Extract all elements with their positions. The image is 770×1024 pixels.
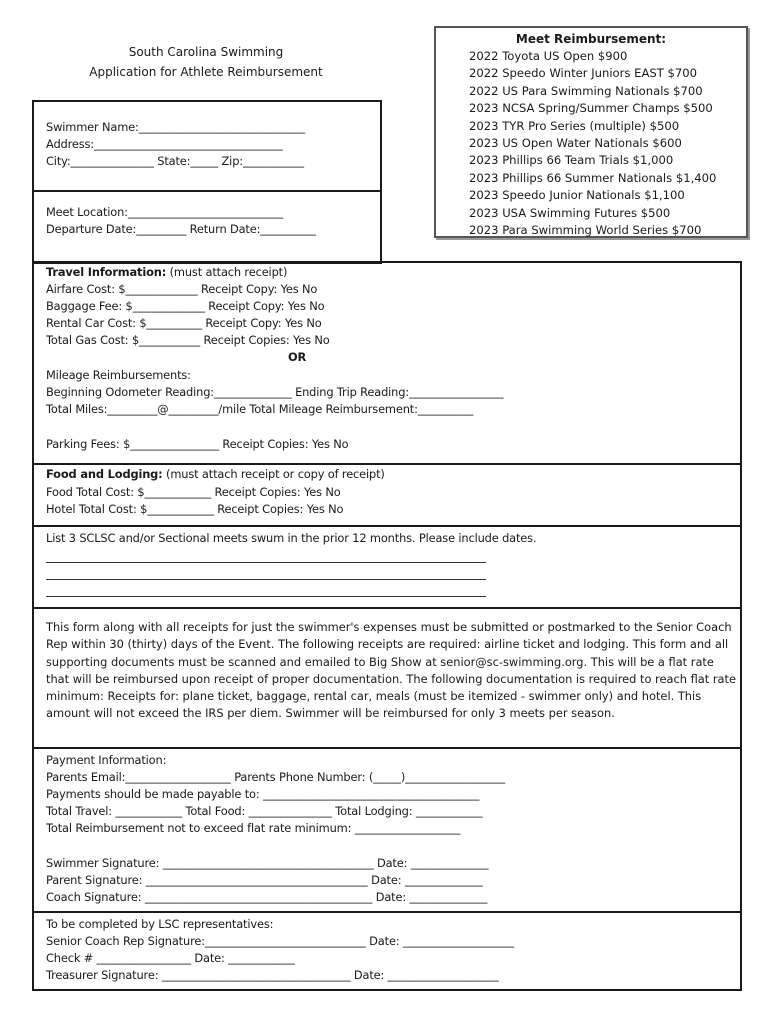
meet-reimbursement-item: 2023 Phillips 66 Summer Nationals $1,400 xyxy=(469,170,717,185)
food-cost-field[interactable]: Food Total Cost: $____________ Receipt Copies: Yes No xyxy=(46,485,341,499)
food-lodging-section xyxy=(32,463,742,527)
departure-return-dates-field[interactable]: Departure Date:_________ Return Date:__________ xyxy=(46,222,316,236)
meet-reimbursement-item: 2022 Speedo Winter Juniors EAST $700 xyxy=(469,66,698,81)
check-number-field[interactable]: Check # _________________ Date: ____________ xyxy=(46,951,295,965)
gas-cost-field[interactable]: Total Gas Cost: $___________ Receipt Copies: Yes No xyxy=(46,333,330,347)
treasurer-signature-field[interactable]: Treasurer Signature: __________________________________ Date: ____________________ xyxy=(46,968,499,982)
totals-field[interactable]: Total Travel: ____________ Total Food: _______________ Total Lodging: ____________ xyxy=(46,804,483,818)
policy-section xyxy=(32,607,742,749)
meet-entry-line-1[interactable] xyxy=(46,562,486,563)
swimmer-name-field[interactable]: Swimmer Name:______________________________ xyxy=(46,120,306,134)
meets-list-section xyxy=(32,525,742,609)
meet-reimbursement-item: 2022 US Para Swimming Nationals $700 xyxy=(469,83,703,98)
travel-heading xyxy=(46,264,287,281)
address-field[interactable]: Address:__________________________________ xyxy=(46,137,283,151)
meet-reimbursement-item: 2023 Phillips 66 Team Trials $1,000 xyxy=(469,153,674,168)
city-state-zip-field[interactable]: City:_______________ State:_____ Zip:___________ xyxy=(46,154,304,168)
payment-section xyxy=(32,747,742,913)
meet-reimbursement-item: 2023 TYR Pro Series (multiple) $500 xyxy=(469,118,680,133)
food-heading-label: Food and Lodging: xyxy=(46,467,163,481)
meet-entry-line-3[interactable] xyxy=(46,596,486,597)
swimmer-signature-field[interactable]: Swimmer Signature: ______________________________________ Date: ______________ xyxy=(46,856,489,870)
meet-reimbursement-item: 2023 Speedo Junior Nationals $1,100 xyxy=(469,188,685,203)
parking-fees-field[interactable]: Parking Fees: $________________ Receipt Copies: Yes No xyxy=(46,437,349,451)
hotel-cost-field[interactable]: Hotel Total Cost: $____________ Receipt Copies: Yes No xyxy=(46,502,344,516)
food-heading-note: (must attach receipt or copy of receipt) xyxy=(162,467,385,481)
meets-list-prompt: List 3 SCLSC and/or Sectional meets swum in the prior 12 months. Please include dates. xyxy=(46,531,537,545)
meet-entry-line-2[interactable] xyxy=(46,579,486,580)
form-header xyxy=(56,42,356,82)
travel-heading-note: (must attach receipt) xyxy=(166,265,288,279)
meet-location-field[interactable]: Meet Location:____________________________ xyxy=(46,205,284,219)
travel-info-section xyxy=(32,261,742,465)
form-title: Application for Athlete Reimbursement xyxy=(89,65,323,79)
payable-to-field[interactable]: Payments should be made payable to: _______________________________________ xyxy=(46,787,480,801)
baggage-fee-field[interactable]: Baggage Fee: $_____________ Receipt Copy: Yes No xyxy=(46,299,325,313)
policy-text: This form along with all receipts for just the swimmer's expenses must be submitted or postmarked to the Senior Coach Rep within 30 (thirty) days of the Event. The following receipts are required: airline ticket and lodging. This form and all supporting documents must be scanned and emailed to Big Show at senior@sc-swimming.org. This will be a flat rate that will be reimbursed upon receipt of proper documentation. The following documentation is required to reach flat rate minimum: Receipts for: plane ticket, baggage, rental car, meals (must be itemized - swimmer only) and hotel. This amount will not exceed the IRS per diem. Swimmer will be reimbursed for only 3 meets per season. xyxy=(46,620,736,721)
meet-reimbursement-box xyxy=(434,26,748,238)
coach-signature-field[interactable]: Coach Signature: _________________________________________ Date: ______________ xyxy=(46,890,488,904)
lsc-section xyxy=(32,911,742,991)
payment-title: Payment Information: xyxy=(46,753,167,767)
meet-reimbursement-item: 2023 US Open Water Nationals $600 xyxy=(469,136,682,151)
or-separator: OR xyxy=(288,350,307,364)
total-reimbursement-field[interactable]: Total Reimbursement not to exceed flat rate minimum: ___________________ xyxy=(46,821,461,835)
meet-reimbursement-title: Meet Reimbursement: xyxy=(515,32,667,46)
travel-heading-label: Travel Information: xyxy=(46,265,167,279)
meet-info-section xyxy=(32,190,382,264)
parent-contact-field[interactable]: Parents Email:___________________ Parents Phone Number: (_____)__________________ xyxy=(46,770,505,784)
food-heading xyxy=(46,466,385,483)
parent-signature-field[interactable]: Parent Signature: ________________________________________ Date: ______________ xyxy=(46,873,483,887)
meet-reimbursement-item: 2023 USA Swimming Futures $500 xyxy=(469,205,671,220)
rental-car-field[interactable]: Rental Car Cost: $__________ Receipt Copy: Yes No xyxy=(46,316,322,330)
swimmer-info-section xyxy=(32,100,382,192)
meet-reimbursement-item: 2023 NCSA Spring/Summer Champs $500 xyxy=(469,101,713,116)
meet-reimbursement-item: 2022 Toyota US Open $900 xyxy=(469,49,628,63)
meet-reimbursement-item: 2023 Para Swimming World Series $700 xyxy=(469,223,702,238)
lsc-title: To be completed by LSC representatives: xyxy=(46,917,274,931)
odometer-field[interactable]: Beginning Odometer Reading:______________ Ending Trip Reading:_________________ xyxy=(46,385,504,399)
org-name: South Carolina Swimming xyxy=(128,45,284,59)
total-miles-field[interactable]: Total Miles:_________@_________/mile Total Mileage Reimbursement:__________ xyxy=(46,402,474,416)
meet-reimbursement-list xyxy=(469,48,746,239)
senior-rep-signature-field[interactable]: Senior Coach Rep Signature:_____________________________ Date: ____________________ xyxy=(46,934,514,948)
airfare-field[interactable]: Airfare Cost: $_____________ Receipt Copy: Yes No xyxy=(46,282,318,296)
mileage-title: Mileage Reimbursements: xyxy=(46,368,191,382)
